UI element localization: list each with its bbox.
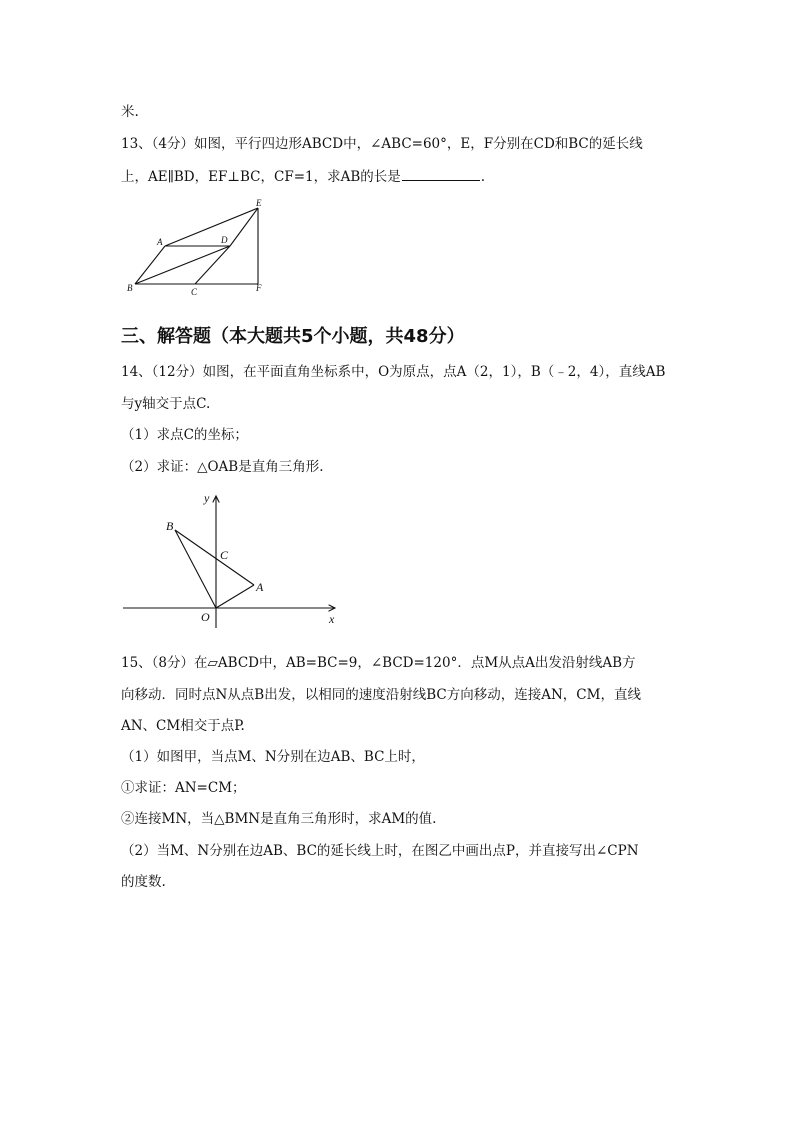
label-c: C bbox=[191, 287, 198, 297]
label-a: A bbox=[256, 580, 264, 594]
q14-line2: 与y轴交于点C. bbox=[121, 396, 211, 412]
q14-line1: 14、（12分）如图，在平面直角坐标系中，O为原点，点A（2，1），B（﹣2，4），直线AB bbox=[121, 364, 666, 380]
line-oa bbox=[216, 585, 254, 608]
q13-line2 bbox=[121, 167, 485, 186]
label-f: F bbox=[256, 283, 262, 293]
label-e: E bbox=[256, 198, 262, 208]
q15-part2-line1: （2）当M、N分别在边AB、BC的延长线上时，在图乙中画出点P，并直接写出∠CPN bbox=[121, 843, 639, 859]
q15-part2-line2: 的度数. bbox=[121, 874, 166, 890]
label-y: y bbox=[204, 491, 210, 505]
q15-line3: AN、CM相交于点P. bbox=[121, 718, 245, 734]
section-heading: 三、解答题（本大题共5个小题，共48分） bbox=[121, 326, 465, 347]
label-x: x bbox=[329, 612, 335, 626]
q13-line2-end: . bbox=[480, 169, 486, 185]
q13-line2-text: 上，AE∥BD，EF⊥BC，CF=1，求AB的长是 bbox=[121, 169, 401, 185]
q14-part2: （2）求证：△OAB是直角三角形. bbox=[121, 459, 324, 475]
label-b: B bbox=[127, 283, 133, 293]
label-b: B bbox=[166, 519, 174, 533]
q13-parallelogram-figure bbox=[115, 195, 275, 300]
label-c: C bbox=[220, 548, 229, 562]
line-bd bbox=[135, 246, 230, 284]
q14-part1: （1）求点C的坐标； bbox=[121, 427, 248, 443]
line-ob bbox=[175, 530, 216, 608]
top-fragment: 米. bbox=[121, 104, 139, 120]
q15-part1: （1）如图甲，当点M、N分别在边AB、BC上时， bbox=[121, 749, 425, 765]
q15-line1: 15、（8分）在▱ABCD中，AB=BC=9，∠BCD=120°．点M从点A出发沿射线AB方 bbox=[121, 655, 636, 671]
answer-blank[interactable] bbox=[402, 167, 480, 181]
label-a: A bbox=[157, 237, 163, 247]
q15-line2: 向移动．同时点N从点B出发，以相同的速度沿射线BC方向移动，连接AN，CM，直线 bbox=[121, 687, 641, 703]
line-cd bbox=[195, 246, 230, 284]
q13-line1: 13、（4分）如图，平行四边形ABCD中，∠ABC=60°，E，F分别在CD和BC的延长线 bbox=[121, 136, 643, 152]
label-d: D bbox=[221, 235, 228, 245]
q15-sub1: ①求证：AN=CM； bbox=[121, 780, 246, 796]
q14-coordinate-figure bbox=[115, 488, 345, 628]
q15-sub2: ②连接MN，当△BMN是直角三角形时，求AM的值. bbox=[121, 811, 437, 827]
label-o: O bbox=[201, 610, 210, 624]
line-ab bbox=[175, 530, 254, 585]
